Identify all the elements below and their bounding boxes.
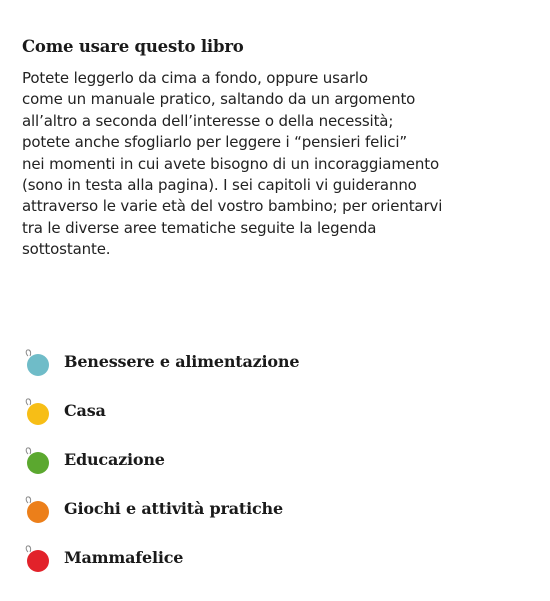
ornament-ball	[27, 354, 49, 376]
paragraph-line: nei momenti in cui avete bisogno di un incoraggiamento	[22, 154, 439, 173]
ornament-hook	[26, 349, 30, 355]
section-title: Come usare questo libro	[22, 37, 244, 56]
paragraph-line: sottostante.	[22, 240, 111, 259]
legend-label: Giochi e attività pratiche	[64, 499, 283, 518]
book-page	[22, 36, 537, 261]
ornament-ball	[27, 452, 49, 474]
legend-item-mammafelice	[22, 533, 299, 582]
legend-item-giochi	[22, 484, 299, 533]
paragraph-line: all’altro a seconda dell’interesse o della necessità;	[22, 111, 394, 130]
legend-item-benessere	[22, 337, 299, 386]
legend-label: Casa	[64, 401, 106, 420]
paragraph-line: (sono in testa alla pagina). I sei capitoli vi guideranno	[22, 176, 417, 195]
paragraph-line: potete anche sfogliarlo per leggere i “pensieri felici”	[22, 133, 407, 152]
theme-legend	[22, 337, 299, 582]
yellow-ornament-icon	[22, 396, 52, 426]
ornament-hook	[26, 398, 30, 404]
ornament-hook	[26, 545, 30, 551]
ornament-ball	[27, 403, 49, 425]
teal-ornament-icon	[22, 347, 52, 377]
legend-item-casa	[22, 386, 299, 435]
ornament-ball	[27, 501, 49, 523]
paragraph-line: attraverso le varie età del vostro bambino; per orientarvi	[22, 197, 443, 216]
red-ornament-icon	[22, 543, 52, 573]
ornament-hook	[26, 447, 30, 453]
orange-ornament-icon	[22, 494, 52, 524]
intro-paragraph	[22, 68, 537, 261]
legend-label: Benessere e alimentazione	[64, 352, 300, 371]
legend-label: Mammafelice	[64, 548, 184, 567]
legend-item-educazione	[22, 435, 299, 484]
ornament-ball	[27, 550, 49, 572]
paragraph-line: tra le diverse aree tematiche seguite la legenda	[22, 218, 377, 237]
legend-label: Educazione	[64, 450, 165, 469]
paragraph-line: come un manuale pratico, saltando da un argomento	[22, 90, 416, 109]
green-ornament-icon	[22, 445, 52, 475]
ornament-hook	[26, 496, 30, 502]
paragraph-line: Potete leggerlo da cima a fondo, oppure usarlo	[22, 69, 368, 87]
